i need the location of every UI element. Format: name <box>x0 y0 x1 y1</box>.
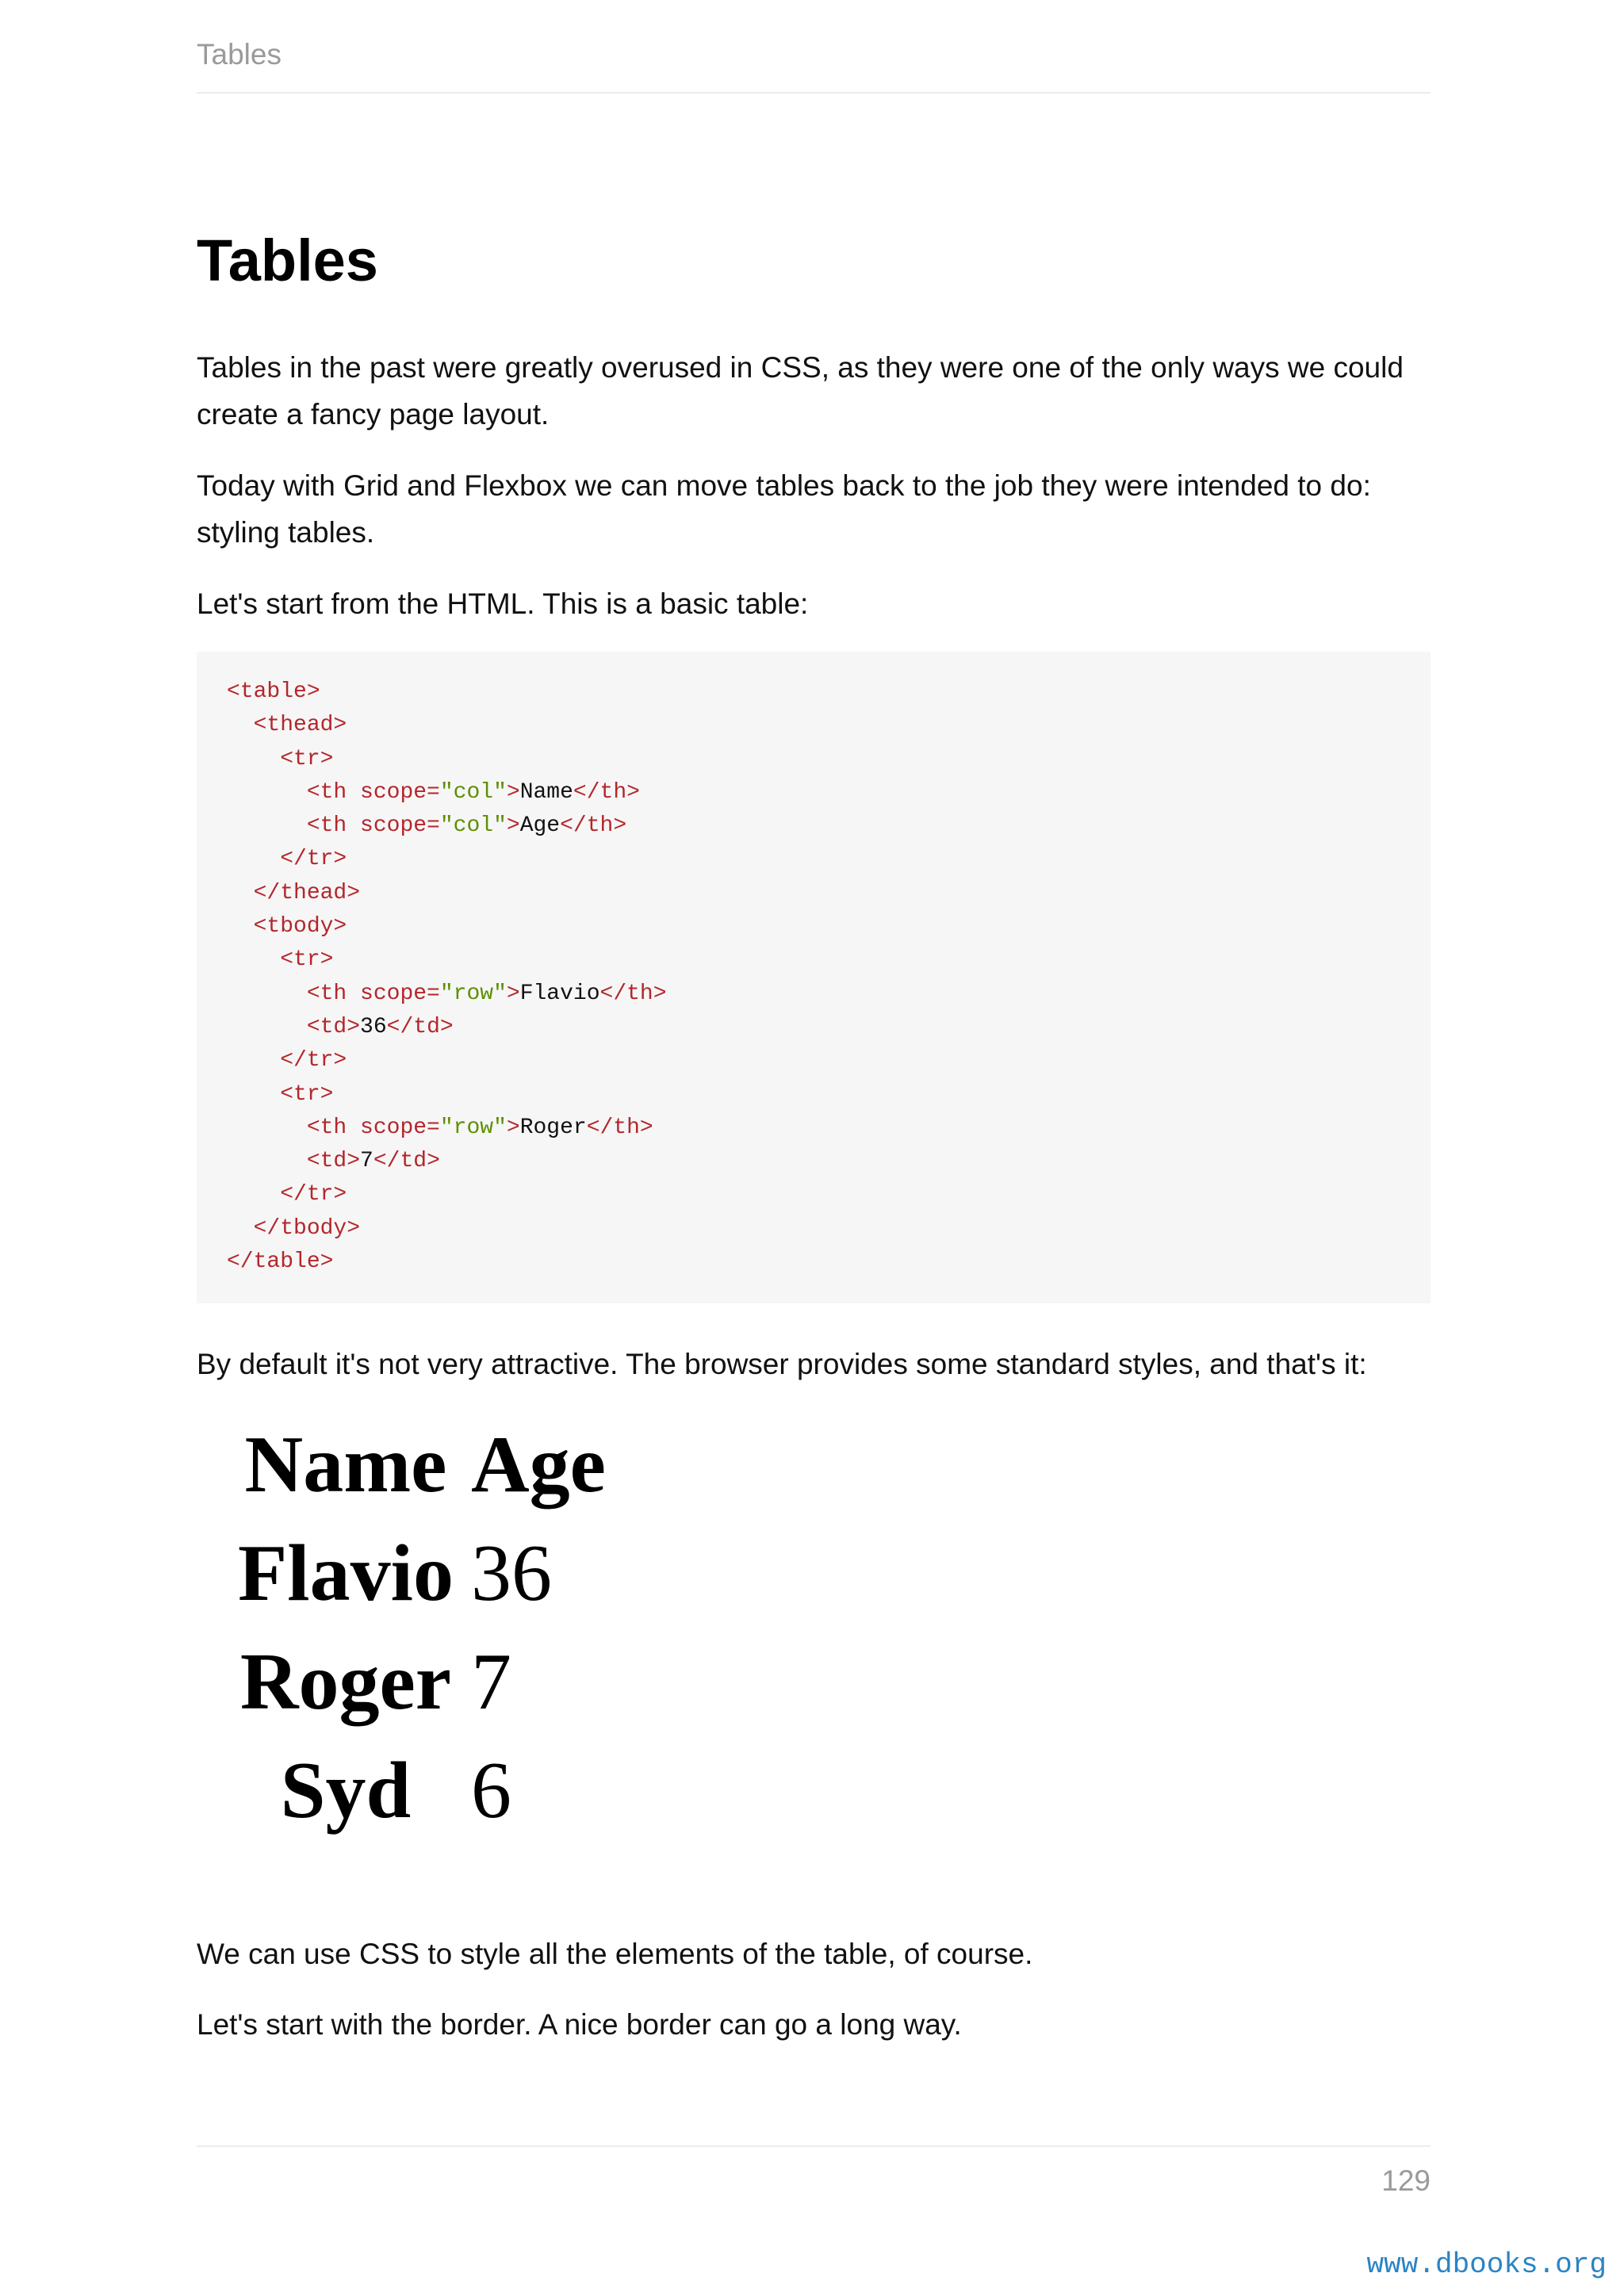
code-token: </th> <box>599 981 667 1006</box>
code-token: <th scope= <box>306 1115 440 1140</box>
paragraph-after-code: By default it's not very attractive. The browser provides some standard styles, and that's it: <box>197 1348 1367 1380</box>
table-row-name: Syd <box>280 1745 412 1835</box>
code-token <box>227 1216 254 1241</box>
code-token: </thead> <box>253 880 361 905</box>
watermark-link[interactable]: www.dbooks.org <box>1366 2248 1607 2281</box>
code-token: "row" <box>439 981 507 1006</box>
code-token: <tr> <box>280 947 334 973</box>
table-row-name: Flavio <box>238 1528 454 1618</box>
code-token <box>227 747 280 771</box>
table-row <box>228 1636 614 1745</box>
table-header-row <box>228 1419 614 1528</box>
page-title: Tables <box>197 228 378 293</box>
paragraph-intro-3: Let's start from the HTML. This is a basic table: <box>197 587 809 620</box>
code-line <box>227 943 1431 977</box>
code-line <box>227 709 1431 742</box>
code-token: "row" <box>439 1115 507 1140</box>
code-line <box>227 675 1431 709</box>
code-token <box>227 1082 280 1107</box>
code-line <box>227 1178 1431 1211</box>
table-row-name: Roger <box>239 1636 452 1727</box>
code-token: 36 <box>360 1014 387 1039</box>
code-token: <tr> <box>280 746 334 771</box>
code-token: > <box>506 779 520 805</box>
code-token <box>227 947 280 972</box>
code-token: </tbody> <box>253 1215 361 1241</box>
footer-divider <box>197 2145 1431 2147</box>
code-token: <tr> <box>280 1081 334 1107</box>
code-token <box>227 1115 307 1140</box>
code-line <box>227 1246 1431 1279</box>
code-token: </th> <box>586 1115 653 1140</box>
code-token: </tr> <box>280 1048 347 1073</box>
code-token: <th scope= <box>306 981 440 1006</box>
code-token: "col" <box>439 779 507 805</box>
code-token: Flavio <box>519 981 600 1006</box>
code-token <box>227 914 254 939</box>
code-token <box>227 1048 280 1073</box>
header-divider <box>197 92 1431 94</box>
code-token <box>227 813 307 838</box>
code-token: </td> <box>386 1014 454 1039</box>
table-header-age: Age <box>470 1419 606 1510</box>
table-row <box>228 1745 614 1854</box>
code-token: > <box>506 981 520 1006</box>
code-token: Name <box>519 779 573 805</box>
code-token: </tr> <box>280 1182 347 1207</box>
code-token: <th scope= <box>306 813 440 839</box>
page-number: 129 <box>1381 2164 1431 2197</box>
code-line <box>227 877 1431 910</box>
code-token: </table> <box>227 1249 334 1275</box>
code-line <box>227 1044 1431 1077</box>
code-token: <tbody> <box>253 914 347 939</box>
code-token <box>227 982 307 1006</box>
code-token <box>227 881 254 905</box>
code-token: 7 <box>360 1149 373 1174</box>
code-line <box>227 1212 1431 1246</box>
code-token: "col" <box>439 813 507 839</box>
code-token: <td> <box>306 1149 361 1174</box>
code-token: Age <box>519 813 561 839</box>
code-token: </th> <box>573 779 640 805</box>
code-token: </tr> <box>280 847 347 872</box>
code-line <box>227 1011 1431 1044</box>
running-header: Tables <box>197 38 282 71</box>
code-token: > <box>506 813 520 839</box>
code-token <box>227 847 280 871</box>
code-line <box>227 843 1431 876</box>
code-token: > <box>506 1115 520 1140</box>
code-token <box>227 780 307 805</box>
code-token: <th scope= <box>306 779 440 805</box>
table-row-age: 6 <box>470 1745 511 1835</box>
table-row <box>228 1528 614 1636</box>
code-token: </td> <box>373 1149 440 1174</box>
code-line <box>227 743 1431 776</box>
code-token <box>227 1015 307 1039</box>
code-token: <td> <box>306 1014 361 1039</box>
table-row-age: 36 <box>470 1528 552 1618</box>
table-header-name: Name <box>244 1419 447 1510</box>
code-token <box>227 713 254 737</box>
table-row-age: 7 <box>470 1636 511 1727</box>
paragraph-intro-2: Today with Grid and Flexbox we can move tables back to the job they were intended to do: styling tables. <box>197 469 1371 549</box>
code-token: <thead> <box>253 713 347 738</box>
code-token <box>227 1149 307 1173</box>
code-line <box>227 809 1431 843</box>
code-line <box>227 978 1431 1011</box>
paragraph-intro-1: Tables in the past were greatly overused in CSS, as they were one of the only ways we could create a fancy page layout. <box>197 351 1404 430</box>
paragraph-css-intro: We can use CSS to style all the elements of the table, of course. <box>197 1938 1033 1970</box>
code-token: </th> <box>560 813 627 839</box>
code-line <box>227 1112 1431 1145</box>
code-line <box>227 1145 1431 1178</box>
code-line <box>227 1078 1431 1112</box>
code-line <box>227 910 1431 943</box>
code-token <box>227 1182 280 1207</box>
paragraph-border-intro: Let's start with the border. A nice border can go a long way. <box>197 2008 962 2041</box>
code-token: Roger <box>519 1115 587 1140</box>
rendered-table-example <box>228 1419 614 1854</box>
html-code-block <box>197 652 1431 1303</box>
code-line <box>227 776 1431 809</box>
code-token: <table> <box>227 679 320 704</box>
